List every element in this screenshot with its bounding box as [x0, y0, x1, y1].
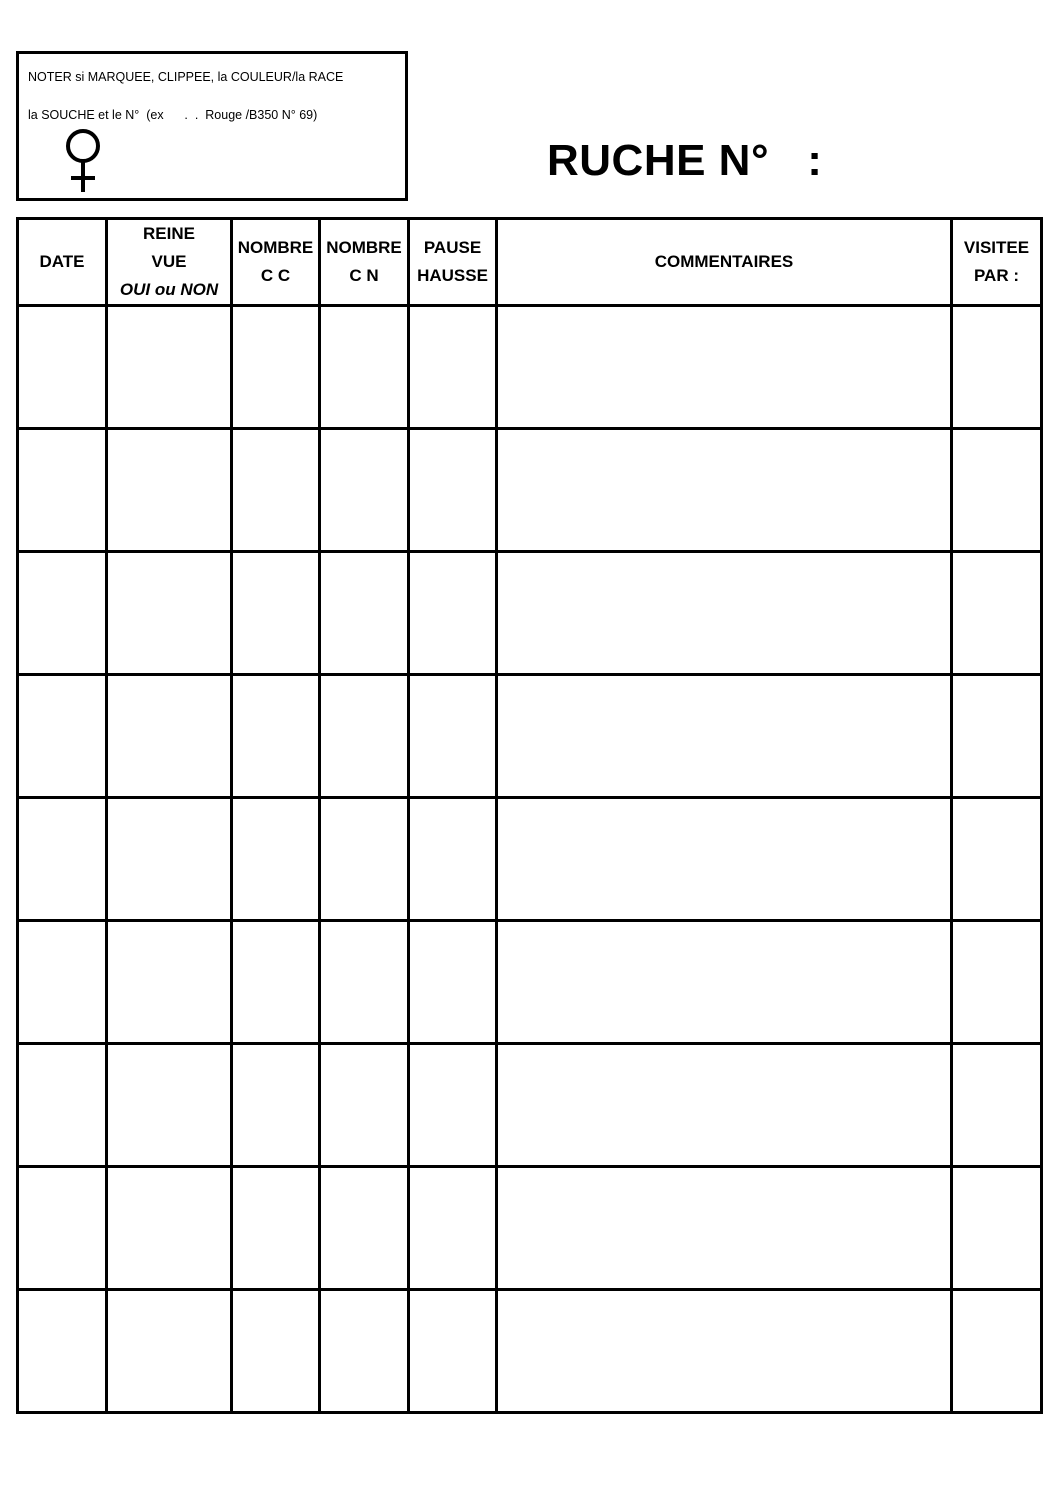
date-cell[interactable] [18, 429, 107, 552]
commentaires-cell[interactable] [497, 306, 952, 429]
header-visitee-par [952, 219, 1042, 306]
queen-cell[interactable] [107, 798, 232, 921]
queen-cell[interactable] [107, 429, 232, 552]
visitee-par-cell[interactable] [952, 675, 1042, 798]
nombre-cc-cell[interactable] [232, 1290, 320, 1413]
date-cell[interactable] [18, 306, 107, 429]
table-row [18, 921, 1042, 1044]
pause-hausse-cell[interactable] [409, 429, 497, 552]
commentaires-cell[interactable] [497, 798, 952, 921]
nombre-cc-cell[interactable] [232, 798, 320, 921]
queen-cell[interactable] [107, 552, 232, 675]
nombre-cc-cell[interactable] [232, 675, 320, 798]
header-row [18, 219, 1042, 306]
visitee-par-cell[interactable] [952, 921, 1042, 1044]
hive-visit-log-table [16, 217, 1043, 1414]
date-cell[interactable] [18, 798, 107, 921]
nombre-cn-cell[interactable] [320, 429, 409, 552]
nombre-cn-cell[interactable] [320, 798, 409, 921]
header-date-label: DATE [39, 252, 85, 271]
hive-number-title: RUCHE N° : [547, 136, 823, 185]
nombre-cc-cell[interactable] [232, 1167, 320, 1290]
commentaires-cell[interactable] [497, 1290, 952, 1413]
date-cell[interactable] [18, 552, 107, 675]
header-nombre-cc [232, 219, 320, 306]
table-row [18, 798, 1042, 921]
pause-hausse-cell[interactable] [409, 1044, 497, 1167]
header-queen-seen [107, 219, 232, 306]
header-nombre-cc-line1: NOMBRE [237, 238, 314, 257]
log-body [18, 306, 1042, 1413]
commentaires-cell[interactable] [497, 1044, 952, 1167]
queen-cell[interactable] [107, 921, 232, 1044]
nombre-cc-cell[interactable] [232, 429, 320, 552]
header-queen-line2: VUE [151, 252, 187, 271]
queen-cell[interactable] [107, 1290, 232, 1413]
nombre-cn-cell[interactable] [320, 921, 409, 1044]
pause-hausse-cell[interactable] [409, 675, 497, 798]
visitee-par-cell[interactable] [952, 1290, 1042, 1413]
header-nombre-cn-line2: C N [349, 266, 379, 285]
nombre-cn-cell[interactable] [320, 306, 409, 429]
nombre-cn-cell[interactable] [320, 1290, 409, 1413]
queen-note-box [16, 51, 408, 201]
queen-cell[interactable] [107, 675, 232, 798]
commentaires-cell[interactable] [497, 429, 952, 552]
visitee-par-cell[interactable] [952, 429, 1042, 552]
visitee-par-cell[interactable] [952, 306, 1042, 429]
header-nombre-cc-line2: C C [260, 266, 291, 285]
date-cell[interactable] [18, 1044, 107, 1167]
header-nombre-cn [320, 219, 409, 306]
header-queen-line1: REINE [143, 224, 195, 243]
header-date [18, 219, 107, 306]
date-cell[interactable] [18, 1290, 107, 1413]
pause-hausse-cell[interactable] [409, 1167, 497, 1290]
nombre-cc-cell[interactable] [232, 306, 320, 429]
date-cell[interactable] [18, 1167, 107, 1290]
header-commentaires-label: COMMENTAIRES [654, 252, 794, 271]
table-row [18, 675, 1042, 798]
table-row [18, 1167, 1042, 1290]
commentaires-cell[interactable] [497, 552, 952, 675]
visitee-par-cell[interactable] [952, 1044, 1042, 1167]
queen-cell[interactable] [107, 1167, 232, 1290]
visitee-par-cell[interactable] [952, 552, 1042, 675]
commentaires-cell[interactable] [497, 921, 952, 1044]
date-cell[interactable] [18, 675, 107, 798]
note-instruction-line2: la SOUCHE et le N° (ex . . Rouge /B350 N° 69) [28, 108, 318, 122]
nombre-cc-cell[interactable] [232, 1044, 320, 1167]
nombre-cc-cell[interactable] [232, 921, 320, 1044]
note-instruction-line1: NOTER si MARQUEE, CLIPPEE, la COULEUR/la RACE [28, 70, 344, 84]
visitee-par-cell[interactable] [952, 1167, 1042, 1290]
female-symbol-icon [61, 126, 105, 194]
commentaires-cell[interactable] [497, 675, 952, 798]
pause-hausse-cell[interactable] [409, 306, 497, 429]
table-row [18, 306, 1042, 429]
queen-cell[interactable] [107, 1044, 232, 1167]
table-row [18, 1290, 1042, 1413]
header-pause-hausse [409, 219, 497, 306]
header-nombre-cn-line1: NOMBRE [326, 238, 402, 257]
header-visitee-line1: VISITEE [963, 238, 1030, 257]
pause-hausse-cell[interactable] [409, 1290, 497, 1413]
table-row [18, 1044, 1042, 1167]
nombre-cc-cell[interactable] [232, 552, 320, 675]
pause-hausse-cell[interactable] [409, 798, 497, 921]
header-commentaires [497, 219, 952, 306]
pause-hausse-cell[interactable] [409, 552, 497, 675]
header-pause-line1: PAUSE [423, 238, 482, 257]
header-pause-line2: HAUSSE [417, 266, 488, 285]
table-row [18, 552, 1042, 675]
visitee-par-cell[interactable] [952, 798, 1042, 921]
header-visitee-line2: PAR : [973, 266, 1019, 285]
commentaires-cell[interactable] [497, 1167, 952, 1290]
header-queen-line3: OUI ou NON [119, 280, 219, 299]
queen-cell[interactable] [107, 306, 232, 429]
pause-hausse-cell[interactable] [409, 921, 497, 1044]
nombre-cn-cell[interactable] [320, 675, 409, 798]
nombre-cn-cell[interactable] [320, 1167, 409, 1290]
nombre-cn-cell[interactable] [320, 1044, 409, 1167]
date-cell[interactable] [18, 921, 107, 1044]
nombre-cn-cell[interactable] [320, 552, 409, 675]
table-row [18, 429, 1042, 552]
